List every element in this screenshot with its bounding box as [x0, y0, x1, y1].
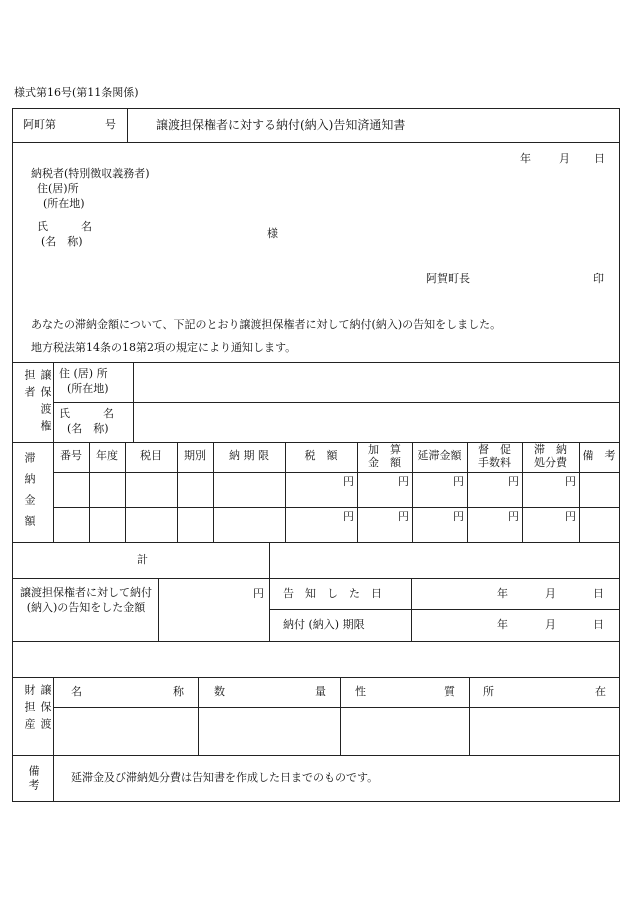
honorific: 様	[267, 227, 278, 240]
col-header-location: 所	[483, 685, 494, 698]
date-year-label: 年	[520, 152, 531, 165]
col-header-name: 称	[173, 685, 184, 698]
col-header-tax-item: 税目	[140, 449, 162, 462]
col-header-delay: 延滞金額	[417, 449, 462, 462]
col-header-remarks: 備 考	[582, 449, 616, 462]
date-day-label: 日	[594, 152, 605, 165]
taxpayer-address-sublabel: (所在地)	[43, 197, 85, 210]
col-header-nature: 質	[444, 685, 455, 698]
yen-unit: 円	[565, 510, 576, 523]
divider	[127, 109, 128, 142]
col-header-year: 年度	[96, 449, 118, 462]
col-header-number: 番号	[60, 449, 82, 462]
notice-text-line-2: 地方税法第14条の18第2項の規定により通知します。	[31, 341, 297, 354]
date-day-label: 日	[593, 587, 604, 600]
divider	[53, 472, 619, 473]
taxpayer-name-label: 氏 名	[37, 220, 92, 233]
holder-side-label: 譲保渡権担者	[23, 369, 52, 437]
col-header-quantity: 量	[315, 685, 326, 698]
col-header-dunning: 督 促	[478, 443, 511, 456]
divider	[269, 542, 270, 578]
remarks-side-label: 備考	[27, 765, 40, 793]
divider	[198, 677, 199, 755]
divider	[469, 677, 470, 755]
taxpayer-address-label: 住(居)所	[37, 182, 79, 195]
yen-unit: 円	[398, 475, 409, 488]
taxpayer-name-sublabel: (名 称)	[41, 235, 83, 248]
doc-number-suffix: 号	[105, 118, 116, 131]
payment-deadline-label: 納付 (納入) 期限	[283, 618, 365, 631]
notice-text-line-1: あなたの滞納金額について、下記のとおり譲渡担保権者に対して納付(納入)の告知をしました。	[31, 318, 502, 331]
yen-unit: 円	[398, 510, 409, 523]
date-month-label: 月	[545, 587, 556, 600]
form-number-label: 様式第16号(第11条関係)	[14, 86, 139, 99]
date-year-label: 年	[497, 587, 508, 600]
col-header-disposal: 滞 納	[534, 443, 567, 456]
yen-unit: 円	[508, 475, 519, 488]
date-month-label: 月	[559, 152, 570, 165]
divider	[13, 362, 619, 363]
col-header-period: 期別	[184, 449, 206, 462]
col-header-disposal: 処分費	[534, 456, 567, 469]
divider	[158, 578, 159, 641]
divider	[269, 609, 619, 610]
col-header-penalty: 金 額	[368, 456, 401, 469]
yen-unit: 円	[253, 587, 264, 600]
total-label: 計	[137, 553, 148, 566]
divider	[53, 507, 619, 508]
col-header-location: 在	[595, 685, 606, 698]
divider	[53, 707, 619, 708]
col-header-tax-amount: 税 額	[304, 449, 338, 462]
document-title: 譲渡担保権者に対する納付(納入)告知済通知書	[156, 118, 406, 132]
holder-name-label: 氏 名	[59, 407, 114, 420]
notified-date-label: 告 知 し た 日	[283, 587, 382, 600]
yen-unit: 円	[453, 475, 464, 488]
yen-unit: 円	[565, 475, 576, 488]
arrears-side-label: 滞納金額	[23, 452, 36, 536]
notified-amount-label: 譲渡担保権者に対して納付(納入)の告知をした金額	[20, 586, 152, 614]
divider	[340, 677, 341, 755]
holder-address-label: 住 (居) 所	[59, 367, 108, 380]
remarks-text: 延滞金及び滞納処分費は告知書を作成した日までのものです。	[71, 771, 379, 784]
divider	[13, 542, 619, 543]
issuer-name: 阿賀町長	[426, 272, 470, 285]
property-side-label: 譲保渡財担産	[23, 684, 52, 735]
taxpayer-label: 納税者(特別徴収義務者)	[31, 167, 150, 180]
divider	[53, 755, 54, 801]
date-year-label: 年	[497, 618, 508, 631]
col-header-nature: 性	[355, 685, 366, 698]
col-header-quantity: 数	[214, 685, 225, 698]
holder-address-sublabel: (所在地)	[67, 382, 109, 395]
date-month-label: 月	[545, 618, 556, 631]
col-header-dunning: 手数料	[478, 456, 511, 469]
yen-unit: 円	[453, 510, 464, 523]
yen-unit: 円	[508, 510, 519, 523]
col-header-name: 名	[71, 685, 82, 698]
doc-number-prefix: 阿町第	[23, 118, 56, 131]
yen-unit: 円	[343, 510, 354, 523]
divider	[53, 677, 54, 755]
seal-mark: 印	[593, 272, 604, 285]
divider	[53, 402, 619, 403]
holder-name-sublabel: (名 称)	[67, 422, 109, 435]
col-header-due-date: 納 期 限	[229, 449, 269, 462]
divider	[13, 142, 619, 143]
yen-unit: 円	[343, 475, 354, 488]
divider	[13, 578, 619, 579]
col-header-penalty: 加 算	[368, 443, 401, 456]
divider	[13, 641, 619, 642]
date-day-label: 日	[593, 618, 604, 631]
divider	[13, 677, 619, 678]
divider	[13, 755, 619, 756]
notice-form	[12, 108, 620, 802]
